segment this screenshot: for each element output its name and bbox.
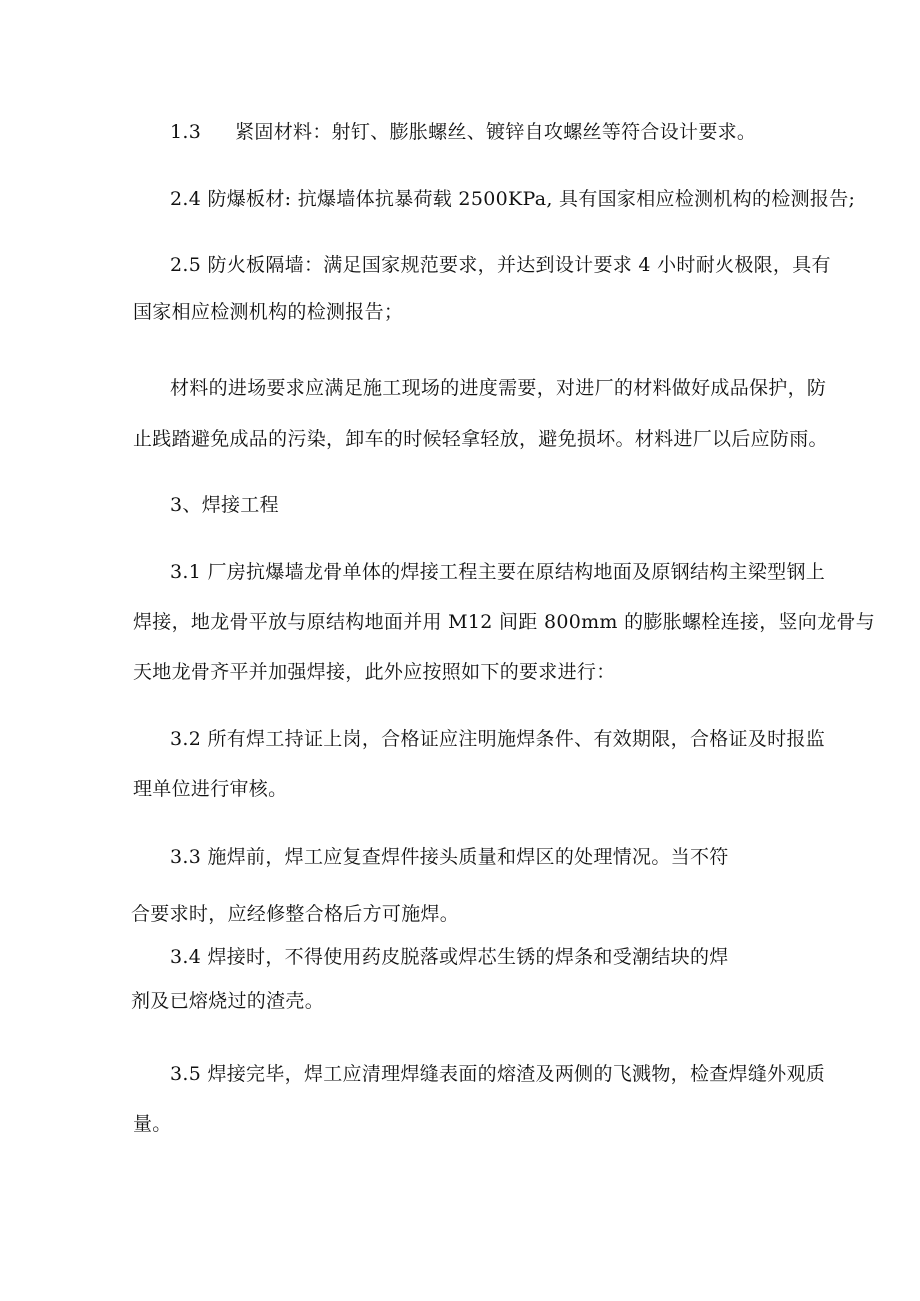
item-2-4: 2.4 防爆板材: 抗爆墙体抗暴荷载 2500KPa, 具有国家相应检测机构的检测报告; xyxy=(170,188,856,210)
materials-entry-line-2: 止践踏避免成品的污染，卸车的时候轻拿轻放，避免损坏。材料进厂以后应防雨。 xyxy=(133,428,828,450)
section-3-title: 3、焊接工程 xyxy=(170,494,279,516)
item-2-5-line-1: 2.5 防火板隔墙：满足国家规范要求，并达到设计要求 4 小时耐火极限，具有 xyxy=(170,254,831,276)
item-3-4-line-2: 剂及已熔烧过的渣壳。 xyxy=(131,990,325,1012)
item-3-1-line-2: 焊接，地龙骨平放与原结构地面并用 M12 间距 800mm 的膨胀螺栓连接，竖向龙骨与 xyxy=(133,611,875,633)
item-3-5-line-1: 3.5 焊接完毕，焊工应清理焊缝表面的熔渣及两侧的飞溅物，检查焊缝外观质 xyxy=(170,1063,826,1085)
item-3-2-line-1: 3.2 所有焊工持证上岗，合格证应注明施焊条件、有效期限，合格证及时报监 xyxy=(170,728,826,750)
item-3-4-line-1: 3.4 焊接时，不得使用药皮脱落或焊芯生锈的焊条和受潮结块的焊 xyxy=(170,946,729,968)
item-1-3 xyxy=(170,120,756,144)
materials-entry-line-1: 材料的进场要求应满足施工现场的进度需要，对进厂的材料做好成品保护，防 xyxy=(170,377,827,399)
item-3-2-line-2: 理单位进行审核。 xyxy=(133,778,288,800)
item-3-5-line-2: 量。 xyxy=(133,1113,172,1135)
item-1-3-text: 紧固材料：射钉、膨胀螺丝、镀锌自攻螺丝等符合设计要求。 xyxy=(235,121,757,143)
item-3-3-line-1: 3.3 施焊前，焊工应复查焊件接头质量和焊区的处理情况。当不符 xyxy=(170,846,729,868)
item-1-3-number: 1.3 xyxy=(170,121,202,143)
item-2-5-line-2: 国家相应检测机构的检测报告； xyxy=(133,301,404,323)
item-3-3-line-2: 合要求时，应经修整合格后方可施焊。 xyxy=(131,903,460,925)
item-3-1-line-3: 天地龙骨齐平并加强焊接，此外应按照如下的要求进行： xyxy=(133,661,616,683)
item-3-1-line-1: 3.1 厂房抗爆墙龙骨单体的焊接工程主要在原结构地面及原钢结构主梁型钢上 xyxy=(170,561,826,583)
